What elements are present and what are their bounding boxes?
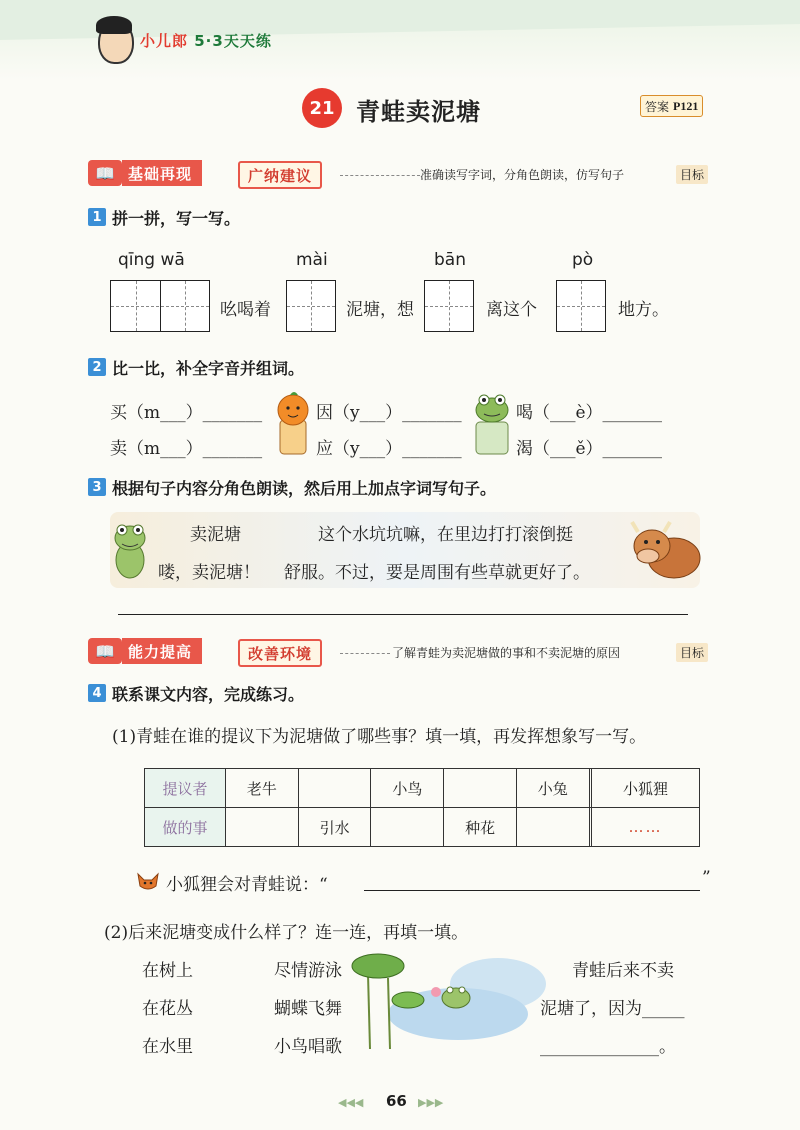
table-cell: 老牛: [226, 769, 299, 808]
table-cell[interactable]: [226, 808, 299, 847]
q2-row1-item1[interactable]: 买（m___）_______: [110, 403, 263, 423]
table-cell: 引水: [298, 808, 371, 847]
q1-number: 1: [88, 208, 106, 226]
section2-name: 能力提高: [122, 638, 202, 664]
orange-cup-illustration: [272, 390, 314, 458]
table-cell[interactable]: [371, 808, 444, 847]
q2-row2-item1[interactable]: 卖（m___）_______: [110, 439, 263, 459]
q2-row1-item3[interactable]: 喝（___è）_______: [516, 403, 663, 423]
q4-right-2[interactable]: 泥塘了，因为_____: [540, 999, 685, 1019]
section2-tag: 改善环境: [238, 639, 322, 667]
section2-goal: 了解青蛙为卖泥塘做的事和不卖泥塘的原因: [392, 646, 621, 660]
footer-right-arrows: ▶▶▶: [418, 1096, 444, 1109]
q2-title: 比一比，补全字音并组词。: [112, 359, 305, 378]
q4-fox-answer-line[interactable]: [364, 890, 700, 891]
q4-number: 4: [88, 684, 106, 702]
answer-reference[interactable]: [640, 95, 703, 117]
section1-tag: 广纳建议: [238, 161, 322, 189]
table-cell: 种花: [444, 808, 517, 847]
q4-mid-3[interactable]: 小鸟唱歌: [274, 1037, 342, 1057]
answer-page: P121: [673, 98, 699, 113]
q1-grid-3[interactable]: [424, 280, 474, 332]
q2-row2-item3[interactable]: 渴（___ě）_______: [516, 439, 663, 459]
table-cell: 小兔: [516, 769, 589, 808]
q4-fox-prompt: 小狐狸会对青蛙说：“: [166, 875, 328, 895]
q1-grid-1[interactable]: [110, 280, 210, 332]
section2-divider: [340, 653, 390, 654]
q3-cow-line1: 这个水坑坑嘛，在里边打打滚倒挺: [318, 525, 573, 545]
q1-grid-4[interactable]: [556, 280, 606, 332]
table-row-proposers: [145, 769, 700, 808]
q3-title: 根据句子内容分角色朗读，然后用上加点字词写句子。: [112, 479, 497, 498]
lesson-number-badge: 21: [302, 88, 342, 128]
section1-name: 基础再现: [122, 160, 202, 186]
q3-number: 3: [88, 478, 106, 496]
table-cell: 做的事: [145, 808, 226, 847]
fox-icon: [136, 870, 160, 892]
table-cell[interactable]: [298, 769, 371, 808]
q1-text-3: 离这个: [486, 300, 537, 320]
lesson-title: 青蛙卖泥塘: [356, 98, 481, 126]
q4-left-3[interactable]: 在水里: [142, 1037, 193, 1057]
table-row-actions: [145, 808, 700, 847]
q1-pinyin-1: qīng wā: [118, 250, 185, 270]
q1-pinyin-3: bān: [434, 250, 466, 270]
q4-mid-2[interactable]: 蝴蝶飞舞: [274, 999, 342, 1019]
q3-answer-line[interactable]: [118, 614, 688, 615]
frog-illustration: [108, 516, 154, 582]
q1-text-4: 地方。: [618, 300, 669, 320]
q2-row1-item2[interactable]: 因（y___）_______: [316, 403, 462, 423]
q3-frog-line1: 卖泥塘: [190, 525, 241, 545]
q4-left-1[interactable]: 在树上: [142, 961, 193, 981]
q3-frog-line2: 喽，卖泥塘！: [158, 563, 260, 583]
q1-pinyin-2: mài: [296, 250, 328, 270]
section1-goal-badge: 目标: [676, 165, 708, 184]
book-icon-2: 📖: [88, 638, 122, 664]
q4-table: [144, 768, 700, 847]
section2-goal-badge: 目标: [676, 643, 708, 662]
q4-right-3[interactable]: ______________。: [540, 1037, 676, 1057]
table-cell[interactable]: [444, 769, 517, 808]
q2-row2-item2[interactable]: 应（y___）_______: [316, 439, 462, 459]
q3-cow-line2: 舒服。不过，要是周围有些草就更好了。: [284, 563, 590, 583]
q2-number: 2: [88, 358, 106, 376]
q4-title: 联系课文内容，完成练习。: [112, 685, 305, 704]
q1-title: 拼一拼，写一写。: [112, 209, 241, 228]
q4-right-1: 青蛙后来不卖: [572, 961, 674, 981]
footer-left-arrows: ◀◀◀: [338, 1096, 364, 1109]
answer-label: 答案: [645, 99, 670, 114]
table-cell: 小鸟: [371, 769, 444, 808]
q1-pinyin-4: pò: [572, 250, 594, 270]
q4-sub2: (2)后来泥塘变成什么样了？连一连，再填一填。: [104, 923, 469, 943]
section1-goal: 准确读写字词，分角色朗读，仿写句子: [420, 168, 625, 182]
mascot-hair: [96, 16, 132, 34]
q4-sub1: (1)青蛙在谁的提议下为泥塘做了哪些事？填一填，再发挥想象写一写。: [112, 727, 647, 747]
q4-mid-1[interactable]: 尽情游泳: [274, 961, 342, 981]
pond-illustration: [348, 944, 548, 1054]
q4-left-2[interactable]: 在花丛: [142, 999, 193, 1019]
table-cell[interactable]: [516, 808, 589, 847]
section1-divider: [340, 175, 420, 176]
cow-illustration: [626, 514, 702, 584]
q1-text-2: 泥塘，想: [346, 300, 414, 320]
frog-drinking-illustration: [470, 388, 514, 458]
table-cell: ……: [592, 808, 700, 847]
table-cell: 小狐狸: [592, 769, 700, 808]
brand-logo: 小儿郎 5·3天天练: [140, 32, 272, 50]
q1-text-1: 吆喝着: [220, 300, 271, 320]
q4-fox-close-quote: ”: [702, 868, 711, 888]
book-icon: 📖: [88, 160, 122, 186]
table-cell: 提议者: [145, 769, 226, 808]
page-number: 66: [386, 1092, 407, 1110]
q1-grid-2[interactable]: [286, 280, 336, 332]
